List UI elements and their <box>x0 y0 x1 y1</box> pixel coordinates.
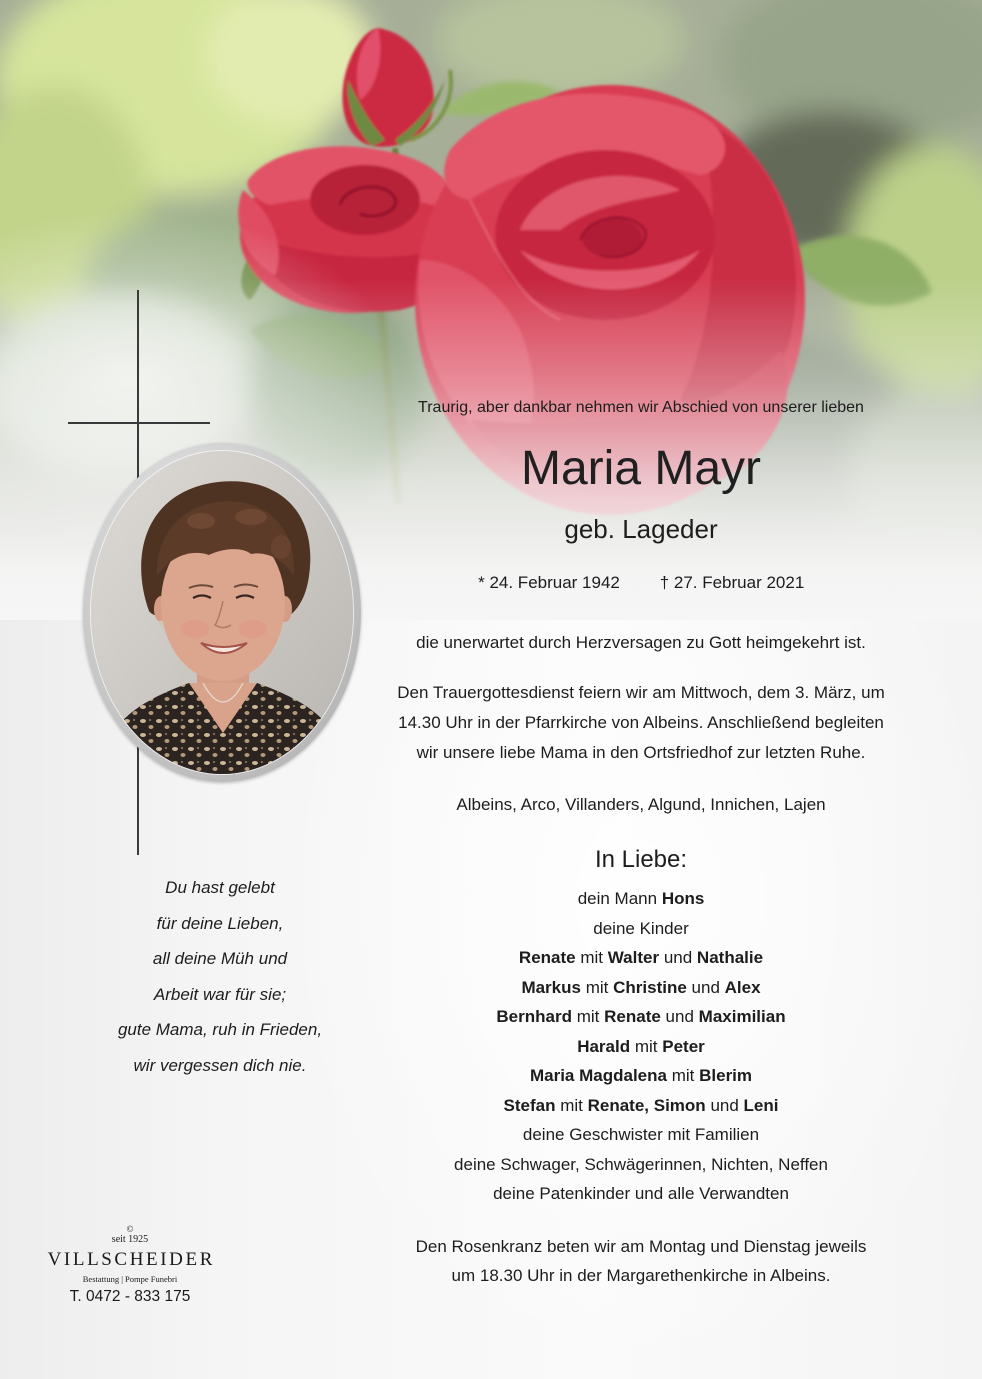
portrait-frame <box>83 443 361 782</box>
passing-text: die unerwartet durch Herzversagen zu Gott heimgekehrt ist. <box>416 633 866 652</box>
family-text: deine Kinder <box>593 918 689 938</box>
family-member-name: Bernhard <box>496 1007 572 1026</box>
family-line <box>341 943 941 973</box>
birth-date: * 24. Februar 1942 <box>478 573 620 592</box>
family-text: mit <box>560 1095 583 1115</box>
maiden-name: geb. Lageder <box>564 514 718 544</box>
family-text: mit <box>580 948 604 967</box>
family-member-name: Maximilian <box>698 1007 786 1026</box>
family-member-name: Maria Magdalena <box>529 1066 667 1085</box>
poem-line: für deine Lieben, <box>156 913 284 933</box>
family-member-name: Blerim <box>699 1066 753 1085</box>
family-line <box>341 1179 941 1209</box>
family-member-name: Peter <box>662 1036 705 1056</box>
cross-icon-horizontal <box>68 422 210 424</box>
family-text: mit <box>576 1007 600 1026</box>
family-text: dein Mann <box>577 889 658 908</box>
poem <box>60 870 380 1084</box>
portrait-hair-curl <box>271 535 291 559</box>
funeral-home-logo <box>30 1224 230 1307</box>
family-member-name: Renate <box>604 1007 661 1026</box>
family-text: und <box>665 1007 694 1026</box>
death-date: † 27. Februar 2021 <box>659 573 805 592</box>
family-member-name: Renate, Simon <box>587 1095 706 1115</box>
family-line <box>341 1091 941 1121</box>
family-list <box>341 884 941 1209</box>
funeral-home-phone: T. 0472 - 833 175 <box>69 1288 191 1305</box>
poem-line: gute Mama, ruh in Frieden, <box>117 1020 323 1040</box>
copyright-mark: © <box>126 1224 134 1234</box>
family-line <box>341 1061 941 1091</box>
service-line: wir unsere liebe Mama in den Ortsfriedhof zur letzten Ruhe. <box>416 743 866 762</box>
deceased-name: Maria Mayr <box>520 442 762 495</box>
family-line <box>341 914 941 944</box>
rosary-text <box>341 1232 941 1290</box>
poem-line: Arbeit war für sie; <box>153 984 287 1004</box>
places-list: Albeins, Arco, Villanders, Algund, Innichen, Lajen <box>456 795 826 814</box>
family-text: und <box>691 977 720 997</box>
family-text: und <box>663 948 693 967</box>
portrait-image <box>91 451 353 774</box>
family-line <box>341 1032 941 1062</box>
family-member-name: Walter <box>607 948 660 967</box>
family-line <box>341 1002 941 1032</box>
family-member-name: Stefan <box>503 1095 556 1115</box>
funeral-service-text <box>341 678 941 768</box>
family-text: deine Geschwister mit Familien <box>522 1125 760 1144</box>
poem-line: Du hast gelebt <box>165 878 275 897</box>
family-member-name: Harald <box>577 1036 631 1056</box>
service-line: 14.30 Uhr in der Pfarrkirche von Albeins. Anschließend begleiten <box>398 713 884 732</box>
funeral-home-name: VILLSCHEIDER <box>47 1249 215 1270</box>
family-text: mit <box>585 977 609 997</box>
family-text: und <box>710 1095 739 1115</box>
family-member-name: Christine <box>613 977 687 997</box>
portrait-hair-curl <box>235 509 267 525</box>
family-member-name: Markus <box>521 977 581 997</box>
poem-line: wir vergessen dich nie. <box>133 1055 307 1075</box>
family-line <box>341 1150 941 1180</box>
portrait-cheek <box>181 620 209 638</box>
family-line <box>341 884 941 914</box>
family-member-name: Alex <box>724 977 761 997</box>
portrait-cheek <box>239 620 267 638</box>
family-heading: In Liebe: <box>594 846 688 873</box>
poem-line: all deine Müh und <box>152 949 288 969</box>
family-member-name: Hons <box>661 889 705 908</box>
service-line: Den Trauergottesdienst feiern wir am Mittwoch, dem 3. März, um <box>397 683 885 702</box>
family-member-name: Renate <box>518 948 576 967</box>
rosary-line: um 18.30 Uhr in der Margarethenkirche in Albeins. <box>451 1266 831 1285</box>
portrait-photo <box>91 451 353 774</box>
family-line <box>341 1120 941 1150</box>
founded-year: seit 1925 <box>111 1234 149 1245</box>
family-line <box>341 973 941 1003</box>
rosary-line: Den Rosenkranz beten wir am Montag und Dienstag jeweils <box>415 1237 867 1256</box>
family-text: mit <box>671 1066 695 1085</box>
family-text: deine Schwager, Schwägerinnen, Nichten, Neffen <box>454 1154 828 1174</box>
family-text: mit <box>634 1036 658 1056</box>
intro-text: Traurig, aber dankbar nehmen wir Abschied von unserer lieben <box>418 399 864 416</box>
family-text: deine Patenkinder und alle Verwandten <box>493 1184 789 1203</box>
portrait-hair-curl <box>187 513 215 529</box>
family-member-name: Leni <box>743 1095 779 1115</box>
funeral-home-tagline: Bestattung | Pompe Funebri <box>82 1274 178 1284</box>
family-member-name: Nathalie <box>696 948 764 967</box>
